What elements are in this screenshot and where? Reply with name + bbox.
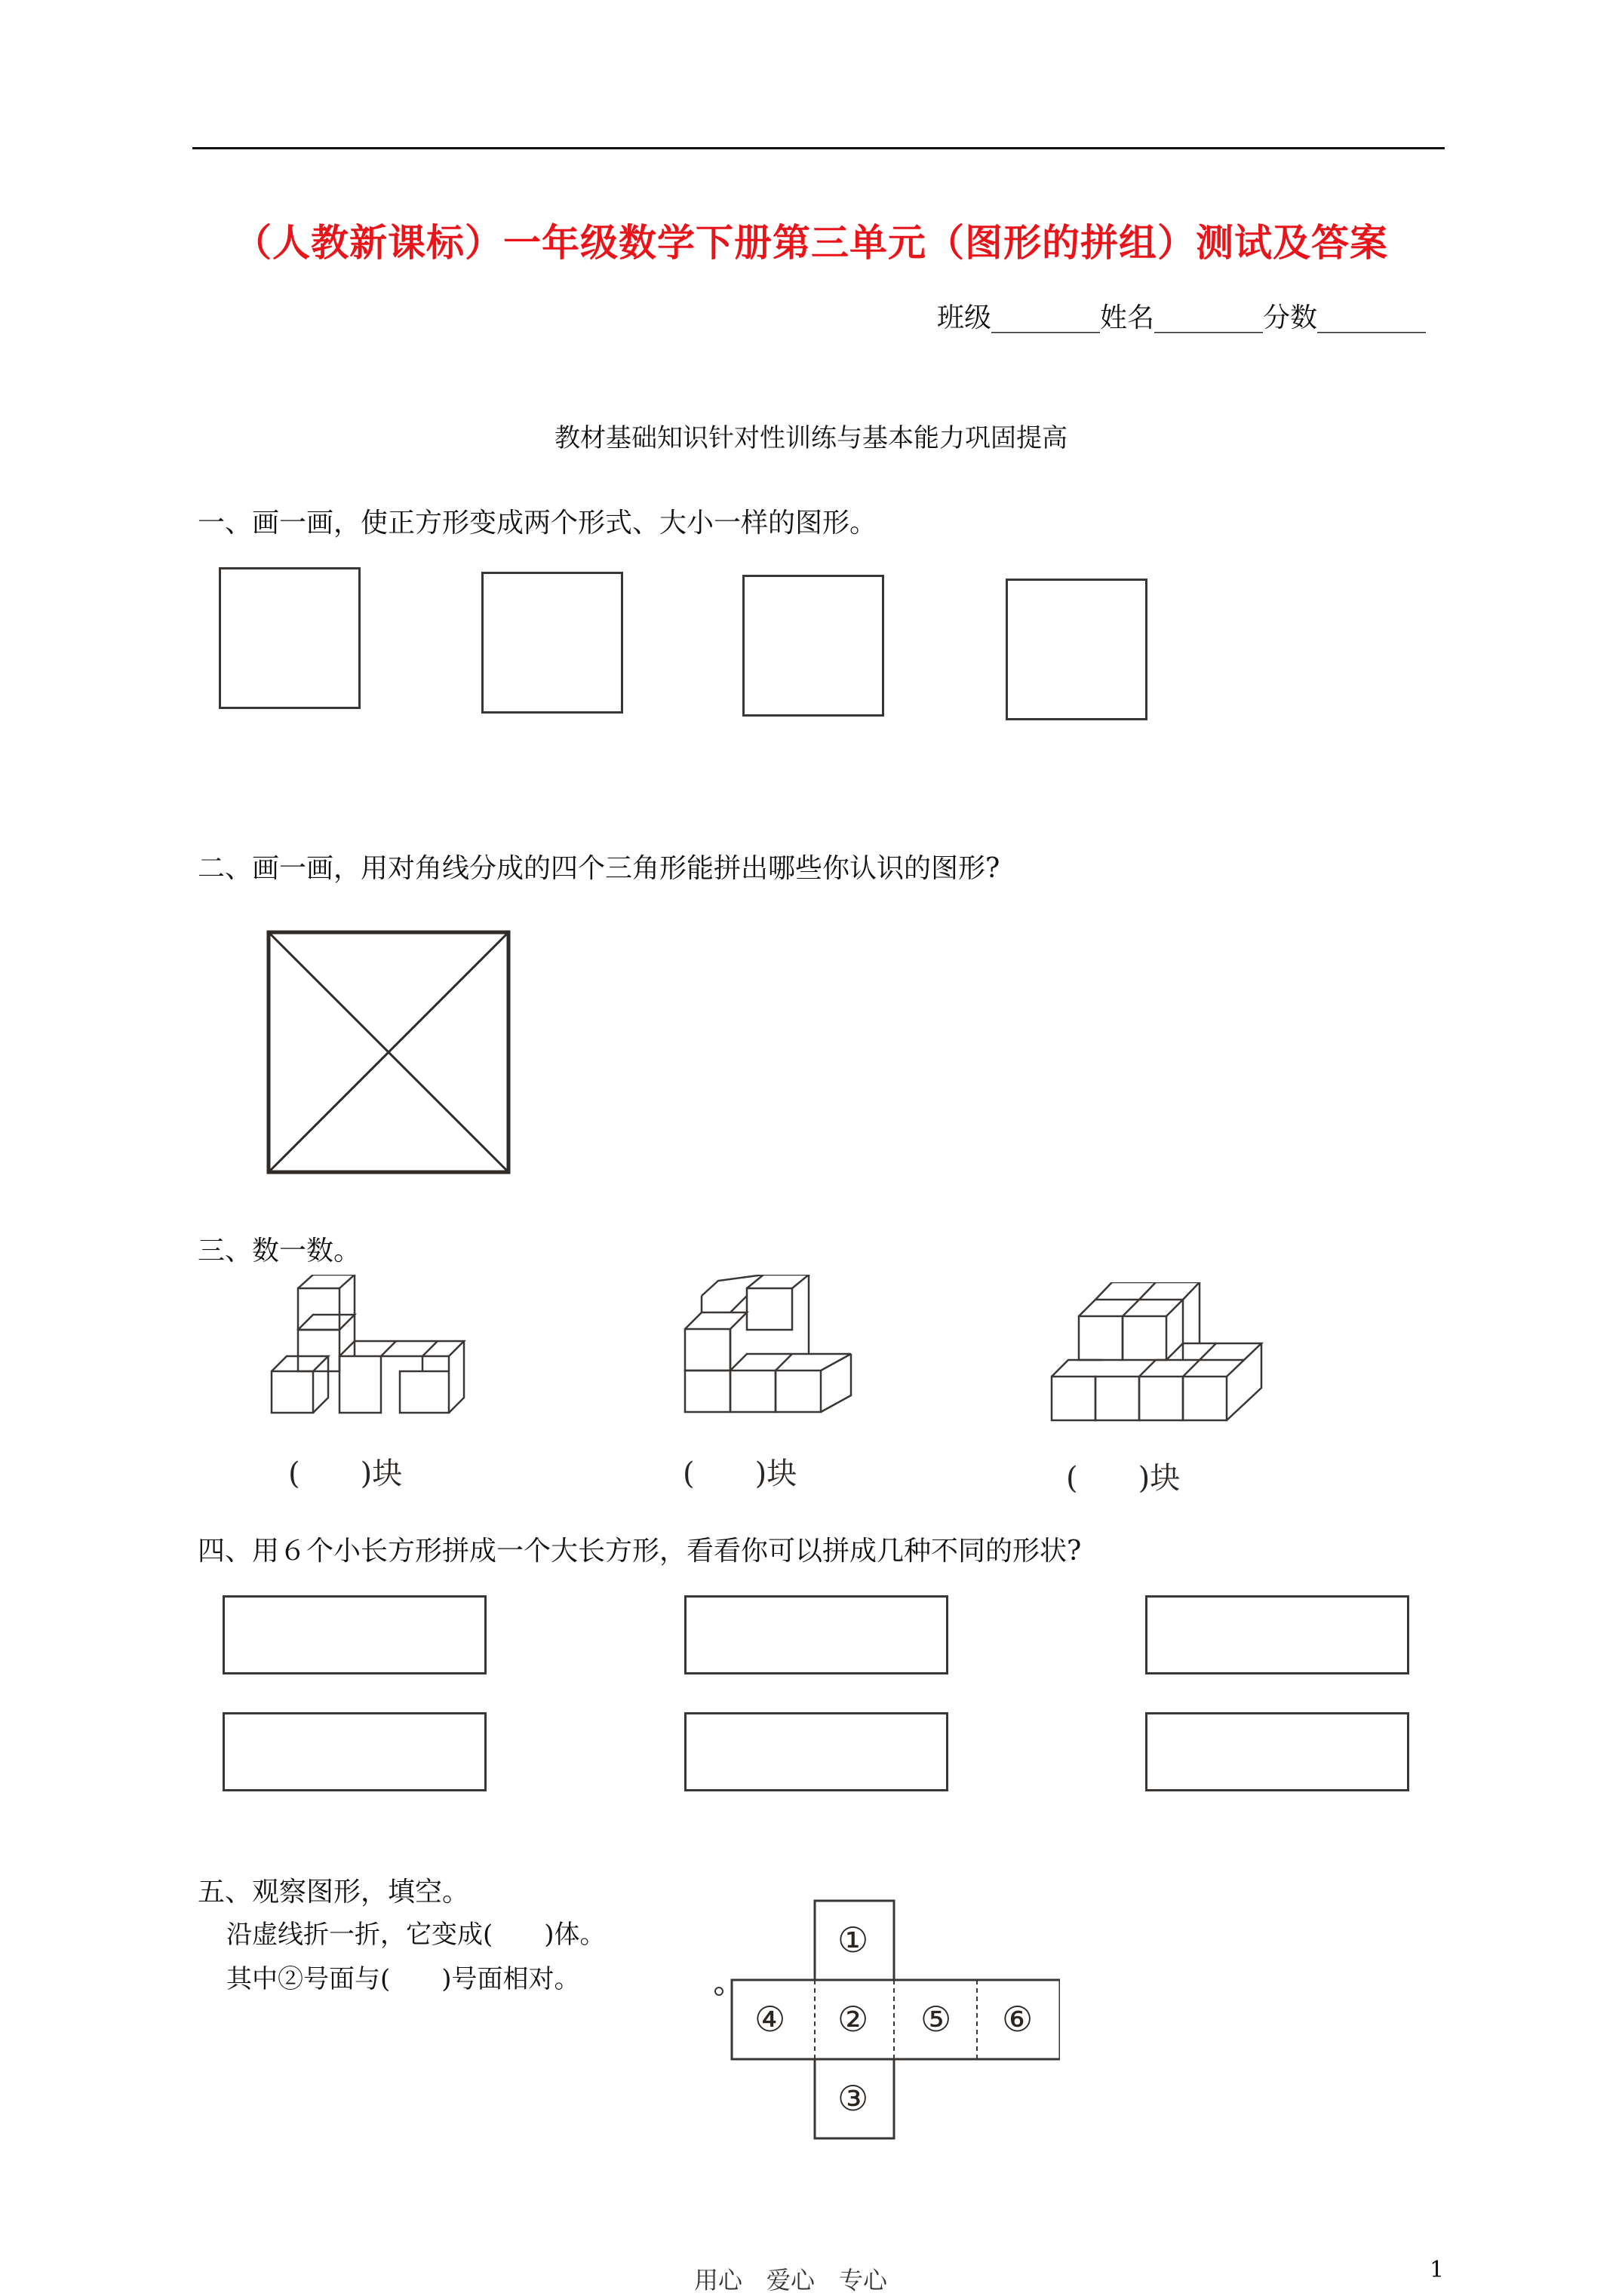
page-title: （人教新课标）一年级数学下册第三单元（图形的拼组）测试及答案 <box>234 221 1388 265</box>
face-2: ② <box>837 1999 869 2040</box>
q3-cube-figure-2 <box>679 1275 875 1426</box>
q4-rectangle-6[interactable] <box>1145 1712 1409 1791</box>
face-5: ⑤ <box>920 1999 952 2040</box>
q4-rectangle-3[interactable] <box>1145 1595 1409 1674</box>
header-rule <box>192 147 1445 149</box>
q5-fill-blank-1[interactable]: 沿虚线折一折，它变成( )体。 <box>226 1920 606 1950</box>
q4-rectangle-2[interactable] <box>684 1595 948 1674</box>
question-3-text: 三、数一数。 <box>198 1235 361 1266</box>
question-5-text: 五、观察图形，填空。 <box>198 1877 470 1908</box>
q5-fill-blank-2[interactable]: 其中②号面与( )号面相对。 <box>226 1964 580 1994</box>
question-2-text: 二、画一画，用对角线分成的四个三角形能拼出哪些你认识的图形? <box>198 853 1000 884</box>
q3-answer-label-2[interactable]: ( )块 <box>683 1456 797 1491</box>
q1-square-2[interactable] <box>481 572 623 714</box>
q4-rectangle-1[interactable] <box>223 1595 487 1674</box>
q4-rectangle-5[interactable] <box>684 1712 948 1791</box>
q1-square-4[interactable] <box>1006 579 1147 720</box>
face-4: ④ <box>754 1999 786 2040</box>
q3-answer-label-3[interactable]: ( )块 <box>1066 1461 1181 1496</box>
q3-answer-label-1[interactable]: ( )块 <box>288 1456 403 1491</box>
question-1-text: 一、画一画，使正方形变成两个形式、大小一样的图形。 <box>198 508 877 539</box>
page-footer: 用心 爱心 专心 <box>694 2266 888 2294</box>
q4-rectangle-4[interactable] <box>223 1712 487 1791</box>
section-subtitle: 教材基础知识针对性训练与基本能力巩固提高 <box>554 423 1068 453</box>
q3-cube-figure-3 <box>1049 1282 1283 1433</box>
face-3: ③ <box>837 2078 869 2119</box>
q1-square-3[interactable] <box>742 575 884 717</box>
q2-diagonal-square <box>264 928 513 1177</box>
page-number: 1 <box>1430 2257 1445 2283</box>
student-info-line: 班级________姓名________分数________ <box>936 302 1426 333</box>
question-4-text: 四、用６个小长方形拼成一个大长方形，看看你可以拼成几种不同的形状? <box>198 1536 1082 1567</box>
q3-cube-figure-1 <box>264 1275 505 1426</box>
q1-square-1[interactable] <box>219 567 361 709</box>
face-1: ① <box>837 1920 869 1960</box>
face-6: ⑥ <box>1002 1999 1034 2040</box>
q5-cube-net <box>713 1897 1060 2176</box>
